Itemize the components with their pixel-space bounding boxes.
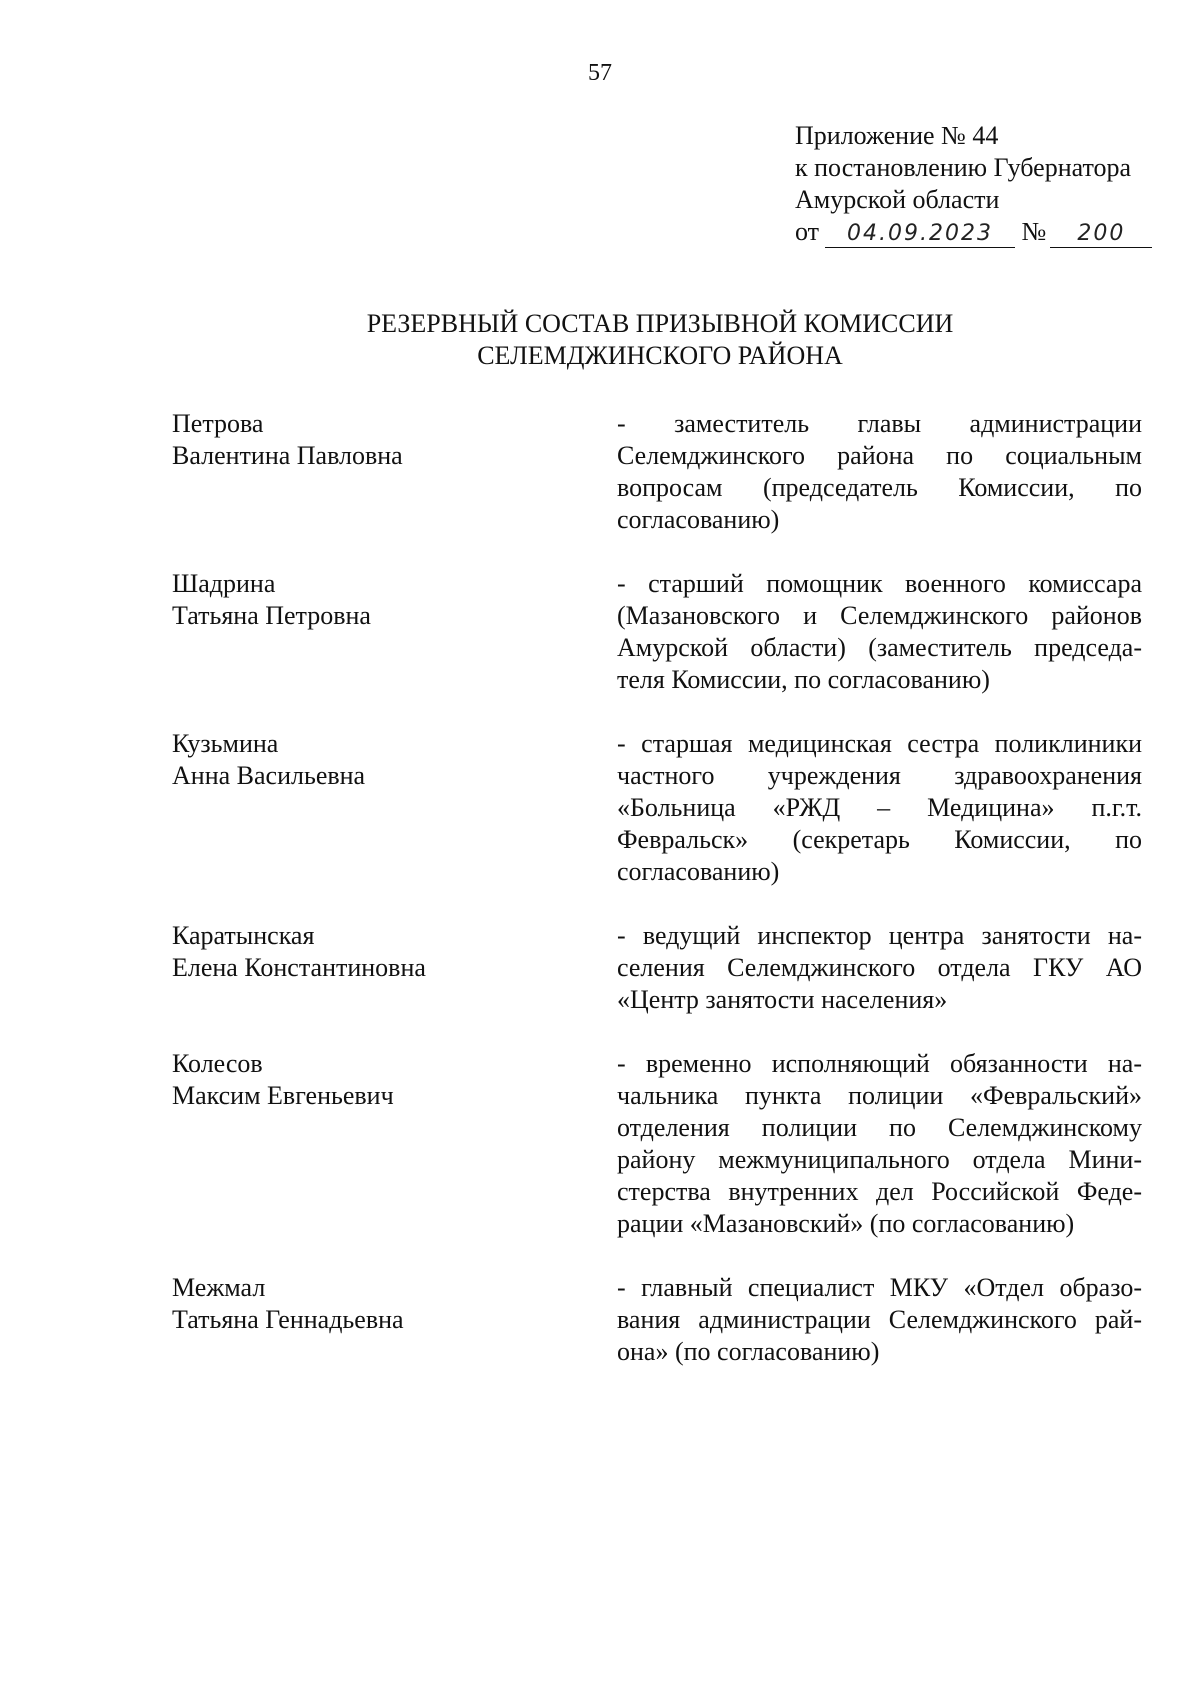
appendix-line: Амурской области bbox=[795, 185, 1000, 214]
role-line: стерства внутренних дел Российской Феде- bbox=[617, 1177, 1142, 1206]
role-line: Амурской области) (заместитель председа- bbox=[617, 633, 1142, 662]
role-line: Селемджинского района по социальным bbox=[617, 441, 1142, 470]
role-line: «Больница «РЖД – Медицина» п.г.т. bbox=[617, 793, 1142, 822]
role-line: - старшая медицинская сестра поликлиники bbox=[617, 729, 1142, 758]
from-label: от bbox=[795, 217, 820, 246]
appendix-line: к постановлению Губернатора bbox=[795, 153, 1132, 182]
member-surname: Межмал bbox=[172, 1273, 266, 1302]
title-line: СЕЛЕМДЖИНСКОГО РАЙОНА bbox=[477, 341, 843, 370]
member-role bbox=[617, 568, 1142, 728]
page-number: 57 bbox=[588, 60, 612, 86]
member-given-name: Татьяна Геннадьевна bbox=[172, 1305, 404, 1334]
members-list bbox=[172, 408, 1142, 1400]
member-name bbox=[172, 568, 592, 728]
role-line: частного учреждения здравоохранения bbox=[617, 761, 1142, 790]
member-surname: Каратынская bbox=[172, 921, 315, 950]
appendix-date-line bbox=[795, 216, 1175, 248]
member-given-name: Анна Васильевна bbox=[172, 761, 366, 790]
member-given-name: Елена Константиновна bbox=[172, 953, 426, 982]
role-line: - заместитель главы администрации bbox=[617, 409, 1142, 438]
member-surname: Колесов bbox=[172, 1049, 263, 1078]
member-name bbox=[172, 728, 592, 920]
role-line: (Мазановского и Селемджинского районов bbox=[617, 601, 1142, 630]
role-line: «Центр занятости населения» bbox=[617, 985, 948, 1014]
member-role bbox=[617, 408, 1142, 568]
handwritten-number: 200 bbox=[1050, 221, 1152, 248]
member-row bbox=[172, 920, 1142, 1048]
member-row bbox=[172, 728, 1142, 920]
role-line: району межмуниципального отдела Мини- bbox=[617, 1145, 1142, 1174]
role-line: отделения полиции по Селемджинскому bbox=[617, 1113, 1142, 1142]
number-label: № bbox=[1021, 217, 1047, 246]
member-role bbox=[617, 920, 1142, 1048]
role-line: вания администрации Селемджинского рай- bbox=[617, 1305, 1142, 1334]
role-line: рации «Мазановский» (по согласованию) bbox=[617, 1209, 1075, 1238]
appendix-line: Приложение № 44 bbox=[795, 121, 999, 150]
document-title bbox=[0, 308, 1200, 372]
role-line: селения Селемджинского отдела ГКУ АО bbox=[617, 953, 1142, 982]
member-name bbox=[172, 1272, 592, 1400]
member-row bbox=[172, 1048, 1142, 1272]
role-line: Февральск» (секретарь Комиссии, по bbox=[617, 825, 1142, 854]
role-line: вопросам (председатель Комиссии, по bbox=[617, 473, 1142, 502]
handwritten-date: 04.09.2023 bbox=[825, 221, 1015, 248]
member-row bbox=[172, 408, 1142, 568]
role-line: теля Комиссии, по согласованию) bbox=[617, 665, 990, 694]
member-given-name: Валентина Павловна bbox=[172, 441, 403, 470]
role-line: она» (по согласованию) bbox=[617, 1337, 880, 1366]
member-given-name: Татьяна Петровна bbox=[172, 601, 371, 630]
member-surname: Шадрина bbox=[172, 569, 276, 598]
role-line: согласованию) bbox=[617, 505, 780, 534]
member-given-name: Максим Евгеньевич bbox=[172, 1081, 394, 1110]
member-name bbox=[172, 1048, 592, 1272]
member-role bbox=[617, 1048, 1142, 1272]
member-surname: Петрова bbox=[172, 409, 264, 438]
member-row bbox=[172, 1272, 1142, 1400]
title-line: РЕЗЕРВНЫЙ СОСТАВ ПРИЗЫВНОЙ КОМИССИИ bbox=[366, 309, 954, 338]
member-row bbox=[172, 568, 1142, 728]
role-line: - главный специалист МКУ «Отдел образо- bbox=[617, 1273, 1142, 1302]
role-line: согласованию) bbox=[617, 857, 780, 886]
appendix-block bbox=[795, 120, 1175, 248]
role-line: - временно исполняющий обязанности на- bbox=[617, 1049, 1142, 1078]
member-role bbox=[617, 728, 1142, 920]
member-surname: Кузьмина bbox=[172, 729, 279, 758]
role-line: - старший помощник военного комиссара bbox=[617, 569, 1142, 598]
role-line: - ведущий инспектор центра занятости на- bbox=[617, 921, 1142, 950]
member-name bbox=[172, 408, 592, 568]
member-role bbox=[617, 1272, 1142, 1400]
role-line: чальника пункта полиции «Февральский» bbox=[617, 1081, 1142, 1110]
member-name bbox=[172, 920, 592, 1048]
